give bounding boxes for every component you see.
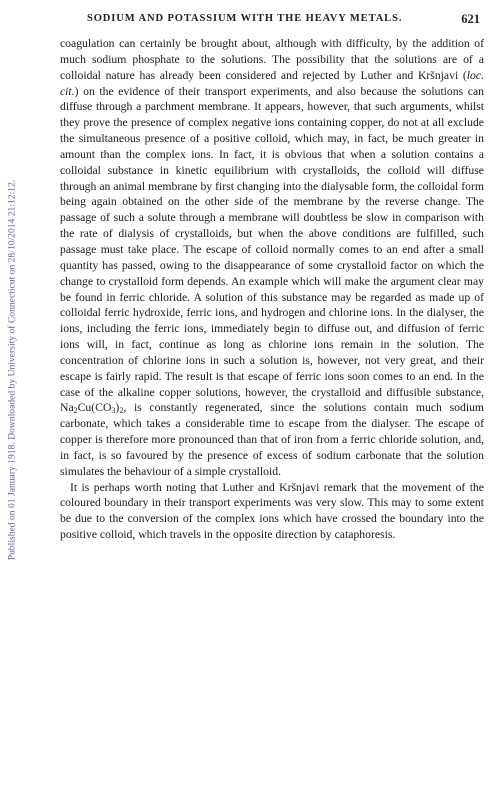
article-body xyxy=(60,36,484,543)
paragraph: It is perhaps worth noting that Luther and Kršnjavi remark that the movement of the coloured boundary in their transport experiments was very slow. This may to some extent be due to the conversion of the complex ions which have crossed the boundary into the positive colloid, which travels in the opposite direction by cataphoresis. xyxy=(60,480,484,542)
paragraph-text: , is constantly regenerated, since the solutions contain much sodium carbonate, which takes a considerable time to escape from the dialyser. The escape of copper is therefore more pronounced than that of iron from a ferric chloride solution, and, in fact, is so favoured by the presence of excess of sodium carbonate that the solution simulates the behaviour of a simple crystalloid. xyxy=(60,401,484,478)
paragraph-text: ) on the evidence of their transport experiments, and also because the solutions can diffuse through a parchment membrane. It appears, however, that such arguments, whilst they prove the presence of complex negative ions containing copper, do not at all exclude the simultaneous presence of a positive colloid, which may, in fact, be much greater in amount than the complex ions. In fact, it is obvious that when a solution contains a colloidal substance in kinetic equilibrium with crystalloids, the colloid will diffuse through an animal membrane by first changing into the dialysable form, the colloidal form being again obtained on the other side of the membrane by the reverse change. The passage of such a solute through a membrane will doubtless be slow in comparison with the rate of dialysis of crystalloids, but when the above conditions are fulfilled, such passage must take place. The escape of colloid normally comes to an end after a small quantity has passed, owing to the disappearance of some crystalloid factor on which the change to crystalloid form depends. An example which will make the argument clear may be found in ferric chloride. A solution of this substance may be regarded as made up of colloidal ferric hydroxide, ferric ions, and hydrogen and chlorine ions. In the dialyser, the ions, including the ferric ions, immediately begin to diffuse out, and diffusion of ferric ions will, in fact, continue as long as chlorine ions remain in the solution. The concentration of chlorine ions in such a solution is, however, not very great, and their escape is fairly rapid. The result is that escape of ferric ions soon comes to an end. In the case of the alkaline copper solutions, however, the crystalloid and diffusible substance, xyxy=(60,84,484,399)
download-watermark xyxy=(4,60,20,680)
citation-loc-cit: loc. cit. xyxy=(60,68,484,98)
running-head: SODIUM AND POTASSIUM WITH THE HEAVY METALS. xyxy=(87,13,403,24)
page-header xyxy=(60,13,480,29)
chemical-formula: $Na_2Cu(CO_3)_2$ xyxy=(60,401,124,416)
paragraph xyxy=(60,36,484,480)
page-number: 621 xyxy=(461,12,480,26)
paragraph-text: coagulation can certainly be brought about, although with difficulty, by the addition of much sodium phosphate to the solutions. The possibility that the solutions are of a colloidal nature has already been considered and rejected by Luther and Kršnjavi ( xyxy=(60,37,484,82)
download-watermark-text: Published on 01 January 1918. Downloaded by University of Connecticut on 28/10/2014 21:12:12. xyxy=(6,179,18,561)
